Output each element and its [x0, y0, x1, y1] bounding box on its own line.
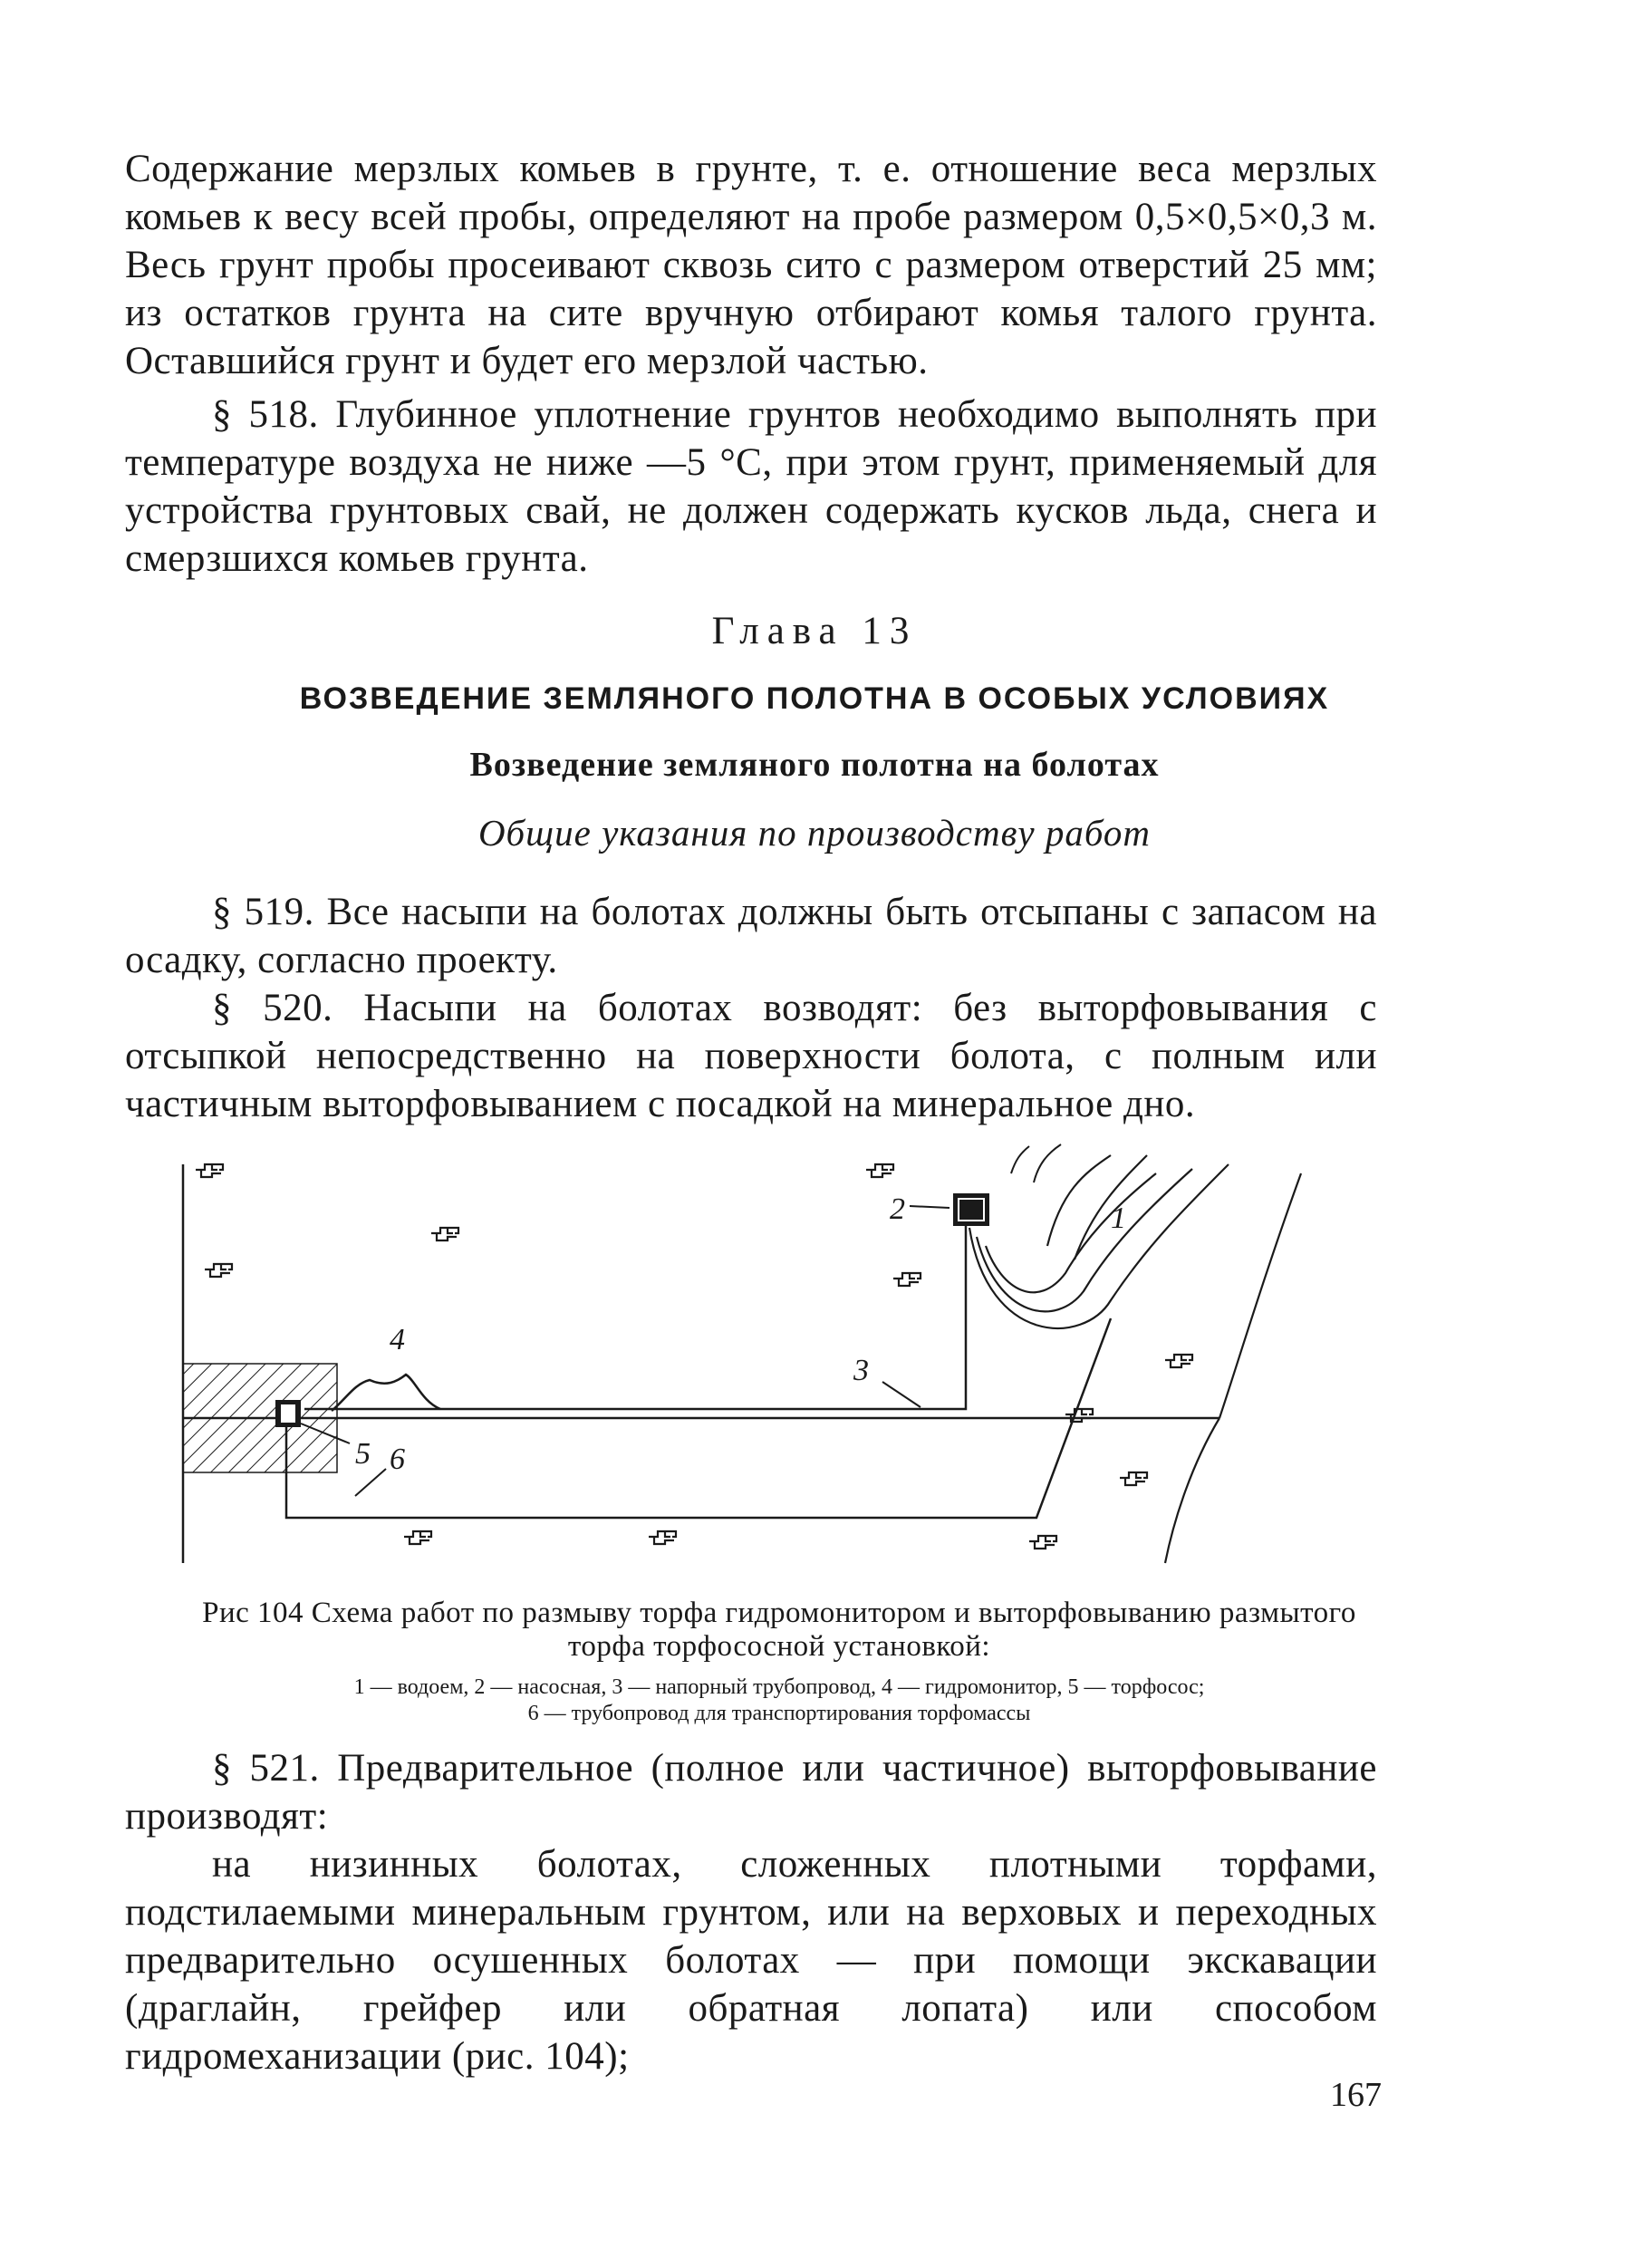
label-2: 2	[890, 1192, 905, 1226]
chapter-title: ВОЗВЕДЕНИЕ ЗЕМЛЯНОГО ПОЛОТНА В ОСОБЫХ УСЛОВИЯХ	[299, 681, 1330, 716]
mid-text	[125, 888, 1377, 1128]
paragraph-519: § 519. Все насыпи на болотах должны быть отсыпаны с запасом на осадку, согласно проекту.	[125, 891, 1377, 981]
top-text	[125, 145, 1377, 583]
paragraph-frozen-clods: Содержание мерзлых комьев в грунте, т. е. отношение веса мерзлых комьев к весу всей пробы, определяют на пробе размером 0,5×0,5×0,3 м. Весь грунт пробы просеивают сквозь сито с размером отверстий 25 мм; из остатков грунта на сите вручную отбирают комья талого грунта. Оставшийся грунт и будет его мерзлой частью.	[125, 148, 1377, 382]
figure-104-diagram	[169, 1137, 1328, 1572]
figure-caption: Рис 104 Схема работ по размыву торфа гидромонитором и выторфовыванию размытого торфа торфососной установкой:	[202, 1597, 1356, 1663]
subsection-title: Общие указания по производству работ	[477, 812, 1152, 854]
section-title: Возведение земляного полотна на болотах	[469, 746, 1160, 784]
label-4: 4	[390, 1323, 405, 1356]
figure-legend-line-1: 1 — водоем, 2 — насосная, 3 — напорный трубопровод, 4 — гидромонитор, 5 — торфосос;	[353, 1675, 1205, 1699]
label-5: 5	[355, 1437, 371, 1471]
hydromonitor	[332, 1375, 440, 1411]
page-number: 167	[1330, 2076, 1382, 2114]
paragraph-520: § 520. Насыпи на болотах возводят: без выторфовывания с отсыпкой непосредственно на поверхности болота, с полным или частичным выторфовыванием с посадкой на минеральное дно.	[125, 987, 1377, 1125]
paragraph-521: § 521. Предварительное (полное или частичное) выторфовывание производят:	[125, 1747, 1377, 1838]
figure-legend-line-2: 6 — трубопровод для транспортирования торфомассы	[527, 1702, 1031, 1725]
paragraph-518: § 518. Глубинное уплотнение грунтов необходимо выполнять при температуре воздуха не ниже —5 °С, при этом грунт, применяемый для устройства грунтовых свай, не должен содержать кусков льда, снега и смерзшихся комьев грунта.	[125, 393, 1377, 580]
label-1: 1	[1111, 1202, 1126, 1235]
label-6: 6	[390, 1443, 405, 1476]
chapter-number: Глава 13	[711, 610, 918, 652]
marsh-symbol	[196, 1164, 223, 1177]
label-3: 3	[853, 1354, 869, 1387]
bottom-text	[125, 1744, 1377, 2080]
paragraph-lowland-bogs: на низинных болотах, сложенных плотными торфами, подстилаемыми минеральным грунтом, или на верховых и переходных предварительно осушенных болотах — при помощи экскавации (драглайн, грейфер или обратная лопата) или способом гидромеханизации (рис. 104);	[125, 1843, 1377, 2078]
